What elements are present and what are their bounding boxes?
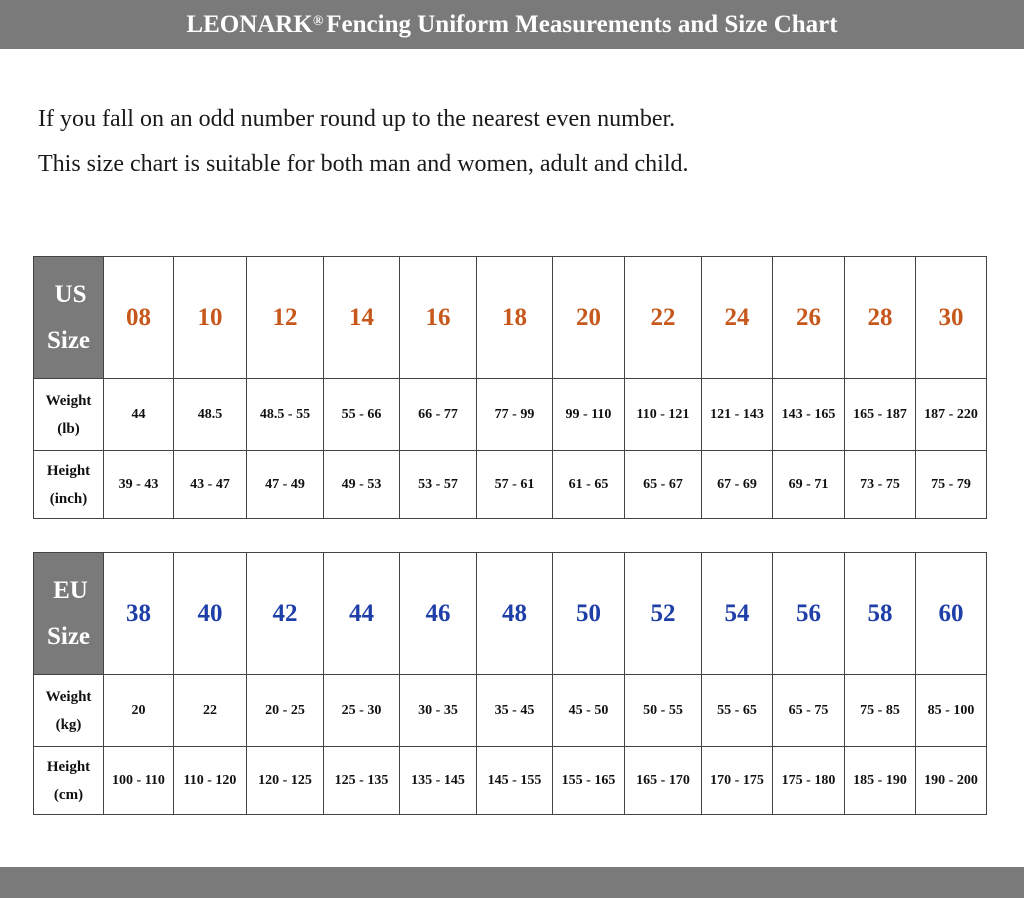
eu-size-cell: 46 [400, 553, 477, 675]
row-label: Weight [45, 392, 92, 409]
us-height-cell: 61 - 65 [553, 451, 625, 519]
eu-weight-cell: 20 [104, 675, 174, 747]
eu-size-row [34, 553, 987, 675]
us-weight-header [34, 379, 104, 451]
us-size-cell: 22 [625, 257, 702, 379]
brand-name: LEONARK [186, 10, 313, 38]
us-height-cell: 67 - 69 [702, 451, 773, 519]
us-height-cell: 65 - 67 [625, 451, 702, 519]
us-size-cell: 12 [247, 257, 324, 379]
us-weight-cell: 165 - 187 [845, 379, 916, 451]
eu-size-cell: 60 [916, 553, 987, 675]
us-size-header [34, 257, 104, 379]
us-size-cell: 30 [916, 257, 987, 379]
registered-mark: ® [312, 13, 324, 29]
eu-height-cell: 110 - 120 [174, 747, 247, 815]
eu-height-cell: 120 - 125 [247, 747, 324, 815]
row-label: Height [46, 758, 91, 775]
eu-weight-cell: 85 - 100 [916, 675, 987, 747]
eu-weight-cell: 55 - 65 [702, 675, 773, 747]
note-rounding: If you fall on an odd number round up to the nearest even number. [38, 106, 676, 132]
eu-size-cell: 58 [845, 553, 916, 675]
eu-size-cell: 54 [702, 553, 773, 675]
row-unit: (cm) [53, 786, 84, 803]
eu-weight-cell: 50 - 55 [625, 675, 702, 747]
us-height-cell: 75 - 79 [916, 451, 987, 519]
us-size-cell: 14 [324, 257, 400, 379]
us-size-table [33, 256, 987, 519]
eu-height-cell: 155 - 165 [553, 747, 625, 815]
us-height-cell: 53 - 57 [400, 451, 477, 519]
us-weight-cell: 187 - 220 [916, 379, 987, 451]
eu-size-cell: 42 [247, 553, 324, 675]
eu-weight-cell: 35 - 45 [477, 675, 553, 747]
us-size-cell: 24 [702, 257, 773, 379]
eu-weight-cell: 30 - 35 [400, 675, 477, 747]
eu-height-cell: 190 - 200 [916, 747, 987, 815]
eu-height-cell: 165 - 170 [625, 747, 702, 815]
eu-weight-cell: 25 - 30 [324, 675, 400, 747]
us-size-label-line1: US [54, 280, 87, 308]
us-size-cell: 26 [773, 257, 845, 379]
eu-size-cell: 38 [104, 553, 174, 675]
us-height-cell: 57 - 61 [477, 451, 553, 519]
row-unit: (lb) [57, 420, 80, 437]
us-height-cell: 43 - 47 [174, 451, 247, 519]
eu-size-cell: 44 [324, 553, 400, 675]
page-title: Fencing Uniform Measurements and Size Chart [326, 10, 838, 38]
us-weight-cell: 121 - 143 [702, 379, 773, 451]
eu-size-table [33, 552, 987, 815]
eu-height-header [34, 747, 104, 815]
us-size-cell: 08 [104, 257, 174, 379]
eu-weight-row [34, 675, 987, 747]
note-suitability: This size chart is suitable for both man and women, adult and child. [38, 151, 689, 177]
us-size-cell: 16 [400, 257, 477, 379]
eu-weight-cell: 65 - 75 [773, 675, 845, 747]
eu-weight-cell: 75 - 85 [845, 675, 916, 747]
us-height-header [34, 451, 104, 519]
eu-height-row [34, 747, 987, 815]
us-weight-cell: 143 - 165 [773, 379, 845, 451]
us-weight-cell: 66 - 77 [400, 379, 477, 451]
footer-bar [0, 867, 1024, 898]
us-height-cell: 47 - 49 [247, 451, 324, 519]
us-weight-cell: 48.5 - 55 [247, 379, 324, 451]
eu-height-cell: 135 - 145 [400, 747, 477, 815]
eu-weight-cell: 20 - 25 [247, 675, 324, 747]
us-size-cell: 28 [845, 257, 916, 379]
eu-size-label-line1: EU [53, 576, 88, 604]
us-size-row [34, 257, 987, 379]
eu-height-cell: 185 - 190 [845, 747, 916, 815]
us-weight-cell: 77 - 99 [477, 379, 553, 451]
us-weight-cell: 48.5 [174, 379, 247, 451]
eu-size-label-line2: Size [46, 622, 91, 650]
eu-weight-header [34, 675, 104, 747]
eu-height-cell: 145 - 155 [477, 747, 553, 815]
us-height-row [34, 451, 987, 519]
us-weight-row [34, 379, 987, 451]
eu-weight-cell: 45 - 50 [553, 675, 625, 747]
eu-size-cell: 50 [553, 553, 625, 675]
us-height-cell: 39 - 43 [104, 451, 174, 519]
us-size-cell: 20 [553, 257, 625, 379]
us-height-cell: 49 - 53 [324, 451, 400, 519]
row-unit: (kg) [55, 716, 82, 733]
eu-height-cell: 100 - 110 [104, 747, 174, 815]
us-height-cell: 69 - 71 [773, 451, 845, 519]
us-size-cell: 18 [477, 257, 553, 379]
row-unit: (inch) [49, 490, 88, 507]
eu-size-cell: 40 [174, 553, 247, 675]
eu-size-cell: 48 [477, 553, 553, 675]
title-bar [0, 0, 1024, 49]
eu-size-header [34, 553, 104, 675]
us-size-label-line2: Size [46, 326, 91, 354]
eu-height-cell: 125 - 135 [324, 747, 400, 815]
eu-size-cell: 56 [773, 553, 845, 675]
eu-height-cell: 170 - 175 [702, 747, 773, 815]
us-weight-cell: 110 - 121 [625, 379, 702, 451]
us-size-cell: 10 [174, 257, 247, 379]
eu-height-cell: 175 - 180 [773, 747, 845, 815]
row-label: Weight [45, 688, 92, 705]
us-weight-cell: 99 - 110 [553, 379, 625, 451]
us-weight-cell: 44 [104, 379, 174, 451]
row-label: Height [46, 462, 91, 479]
eu-weight-cell: 22 [174, 675, 247, 747]
us-weight-cell: 55 - 66 [324, 379, 400, 451]
eu-size-cell: 52 [625, 553, 702, 675]
us-height-cell: 73 - 75 [845, 451, 916, 519]
